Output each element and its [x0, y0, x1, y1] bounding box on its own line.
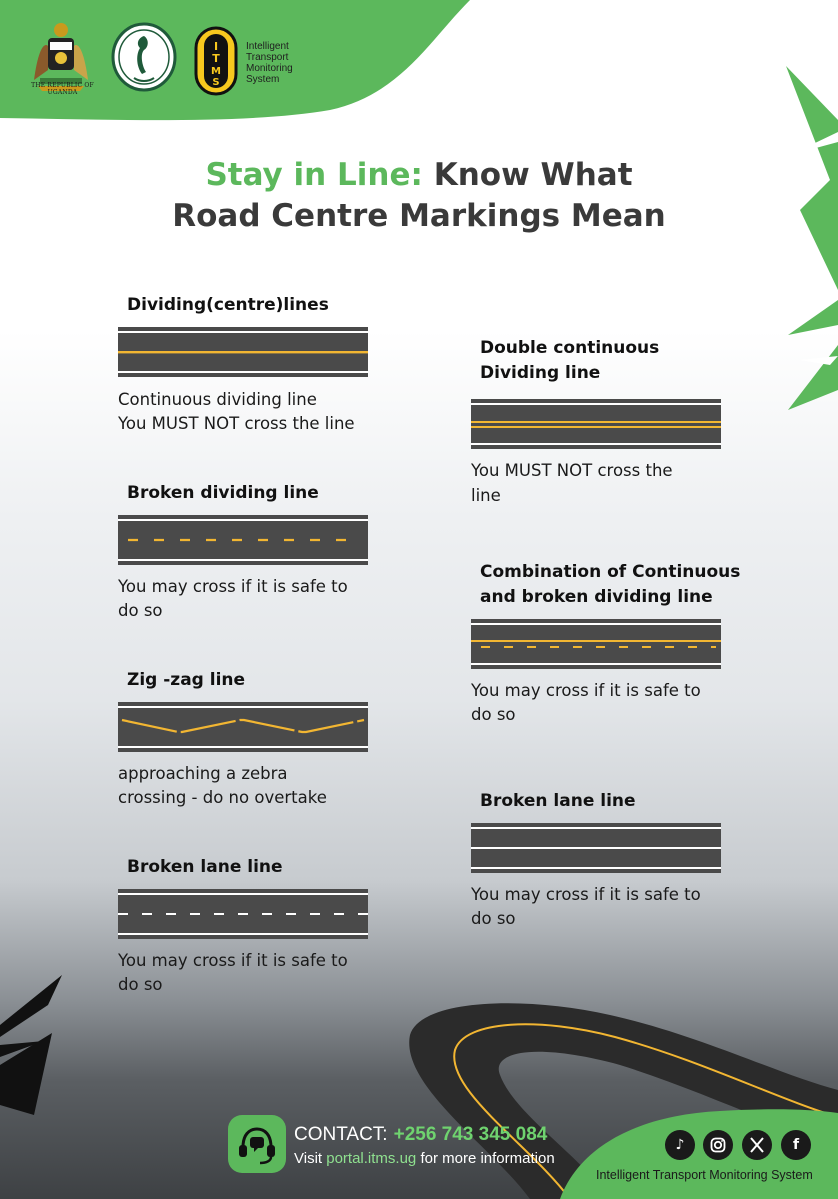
title-accent: Stay in Line:: [205, 157, 423, 193]
double-continuous-label-1: Double continuous: [480, 338, 660, 358]
tiktok-icon[interactable]: ♪: [665, 1130, 695, 1160]
decorative-shards-left: [0, 975, 70, 1115]
svg-text:T: T: [212, 52, 220, 65]
decorative-shards-right: [760, 60, 838, 420]
zigzag-line-road-icon: [118, 702, 368, 752]
contact-phone-link[interactable]: +256 743 345 084: [393, 1124, 548, 1145]
visit-line: [294, 1150, 555, 1167]
zigzag-line-desc-1: approaching a zebra: [118, 764, 288, 783]
contact-label: CONTACT:: [294, 1124, 388, 1145]
combination-road-icon: [471, 619, 721, 669]
broken-lane-line-desc-left-1: You may cross if it is safe to: [118, 951, 348, 970]
instagram-icon[interactable]: [703, 1130, 733, 1160]
itms-logo-icon: [194, 26, 238, 96]
x-icon[interactable]: [742, 1130, 772, 1160]
broken-dividing-line-desc-1: You may cross if it is safe to: [118, 577, 348, 596]
double-continuous-desc-2: line: [471, 486, 501, 505]
dividing-line-desc-2: You MUST NOT cross the line: [118, 414, 355, 433]
double-continuous-road-icon: [471, 399, 721, 449]
broken-lane-line-road-icon-right: [471, 823, 721, 873]
police-emblem-icon: [110, 22, 178, 92]
broken-lane-line-label-left: Broken lane line: [127, 857, 283, 877]
broken-lane-line-label-right: Broken lane line: [480, 791, 636, 811]
contact-support-icon: [228, 1115, 286, 1173]
title-line1: Know What: [422, 157, 633, 193]
broken-dividing-line-desc-2: do so: [118, 601, 163, 620]
double-continuous-desc-1: You MUST NOT cross the: [471, 461, 673, 480]
contact-line: [294, 1124, 547, 1146]
combination-label-2: and broken dividing line: [480, 587, 713, 607]
double-continuous-label-2: Dividing line: [480, 363, 601, 383]
visit-prefix: Visit: [294, 1150, 327, 1167]
svg-text:I: I: [213, 40, 219, 53]
dividing-line-desc-1: Continuous dividing line: [118, 390, 317, 409]
continuous-dividing-line-road-icon: [118, 327, 368, 377]
broken-lane-line-desc-right-2: do so: [471, 909, 516, 928]
dividing-line-label: Dividing(centre)lines: [127, 295, 329, 315]
combination-desc-1: You may cross if it is safe to: [471, 681, 701, 700]
svg-text:M: M: [211, 66, 221, 77]
portal-url-link[interactable]: portal.itms.ug: [326, 1150, 417, 1167]
footer-caption: Intelligent Transport Monitoring System: [596, 1168, 813, 1182]
zigzag-line-label: Zig -zag line: [127, 670, 246, 690]
visit-suffix: for more information: [416, 1150, 555, 1167]
combination-desc-2: do so: [471, 705, 516, 724]
page-title: [0, 155, 838, 237]
title-line2: Road Centre Markings Mean: [172, 198, 666, 234]
broken-lane-line-desc-left-2: do so: [118, 975, 163, 994]
itms-name-text: Intelligent Transport Monitoring System: [246, 41, 293, 85]
zigzag-line-desc-2: crossing - do no overtake: [118, 788, 327, 807]
broken-dividing-line-label: Broken dividing line: [127, 483, 319, 503]
combination-label-1: Combination of Continuous: [480, 562, 741, 582]
broken-lane-line-desc-right-1: You may cross if it is safe to: [471, 885, 701, 904]
facebook-icon[interactable]: f: [781, 1130, 811, 1160]
broken-lane-line-road-icon-left: [118, 889, 368, 939]
svg-text:S: S: [212, 77, 220, 88]
broken-dividing-line-road-icon: [118, 515, 368, 565]
crest-caption: THE REPUBLIC OF UGANDA: [31, 82, 94, 96]
